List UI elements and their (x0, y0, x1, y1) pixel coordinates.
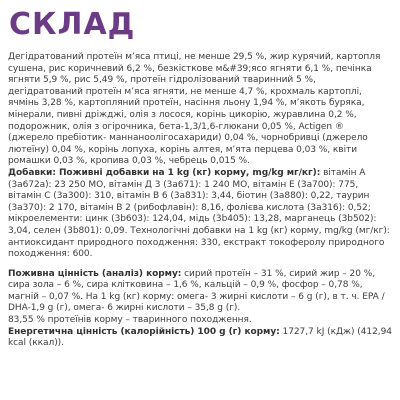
page-title: СКЛАД (9, 7, 136, 42)
additives-label: Добавки: Поживні добавки на 1 kg (кг) корму, mg/kg мг/кг): (8, 167, 321, 178)
section-spacer (8, 261, 392, 269)
animal-origin-text: 83,55 % протеїнів корму – тваринного походження. (8, 315, 252, 326)
nutritional-paragraph (8, 269, 392, 315)
energy-text: 1727,7 kJ (кДж) (412,94 kcal (ккал)). (8, 326, 392, 349)
composition-text: Дегідратований протеїн м’яса птиці, не менше 29,5 %, жир курячий, картопля сушена, рис коричневий 6,2 %, безкісткове м&#39;ясо ягняти 6,1 %, печінка ягняти 5,9 %, рис 5,49 %, протеїн гідролізований тваринний 5 %, дегідратований протеїн м’яса ягняти, не менше 4,7 %, крохмаль картоплі, ячмінь 3,28 %, картопляний протеїн, насіння льону 1,94 %, м’якоть буряка, мінерали, пивні дріжджі, олія з лосося, корінь цикорію, журавлина 0,2 %, подорожник, олія з огірочника, бета-1,3/1,6-глюкани 0,05 %, Actigen ® (джерело пребіотик- маннаноолігосахариди) 0,04 %, чорнобривці (джерело лютеїну) 0,04 %, корінь лопуха, корінь алтея, м’ята перцева 0,03 %, квіти ромашки 0,03 %, кропива 0,03 %, чебрець 0,015 %. (8, 52, 381, 167)
nutritional-label: Поживна цінність (аналіз) корму: (8, 268, 182, 279)
additives-text: вітамін А (3а672а): 23 250 МО, вітамін Д 3 (3а671): 1 240 МО, вітамін Е (3а700): 775, вітамін С (3а300): 310, вітамін В 6 (3а831): 3,44, біотин (3а880): 0,22, таурин (3а370): 2 170, вітамін В 2 (рибофлавін): 8,16, фолієва кислота (3а316): 0,52; мікроелементи: цинк (3b603): 124,04, мідь (3b405): 13,28, марганець (3b502): 3,04, селен (3b801): 0,09. Технологічні добавки на 1 kg (кг) корму, mg/kg (мг/кг): антиоксидант природного походження: 330, екстракт токоферолу природного походження: 600. (8, 167, 390, 260)
additives-paragraph (8, 168, 392, 261)
energy-paragraph (8, 327, 392, 350)
nutritional-text: сирий протеїн – 31 %, сирий жир – 20 %, сира зола – 6 %, сира клітковина – 1,6 %, кальцій – 0,9 %, фосфор – 0,78 %, магній – 0,07 %. На 1 kg (кг) корму: омега- 3 жирні кислоти – 6 g (г), в т. ч. EPA / DHA-1,9 g (г), омега- 6 жирні кислоти – 35,8 g (г). (8, 268, 385, 314)
energy-label: Енергетична цінність (калорійність) 100 g (г) корму: (8, 326, 280, 337)
